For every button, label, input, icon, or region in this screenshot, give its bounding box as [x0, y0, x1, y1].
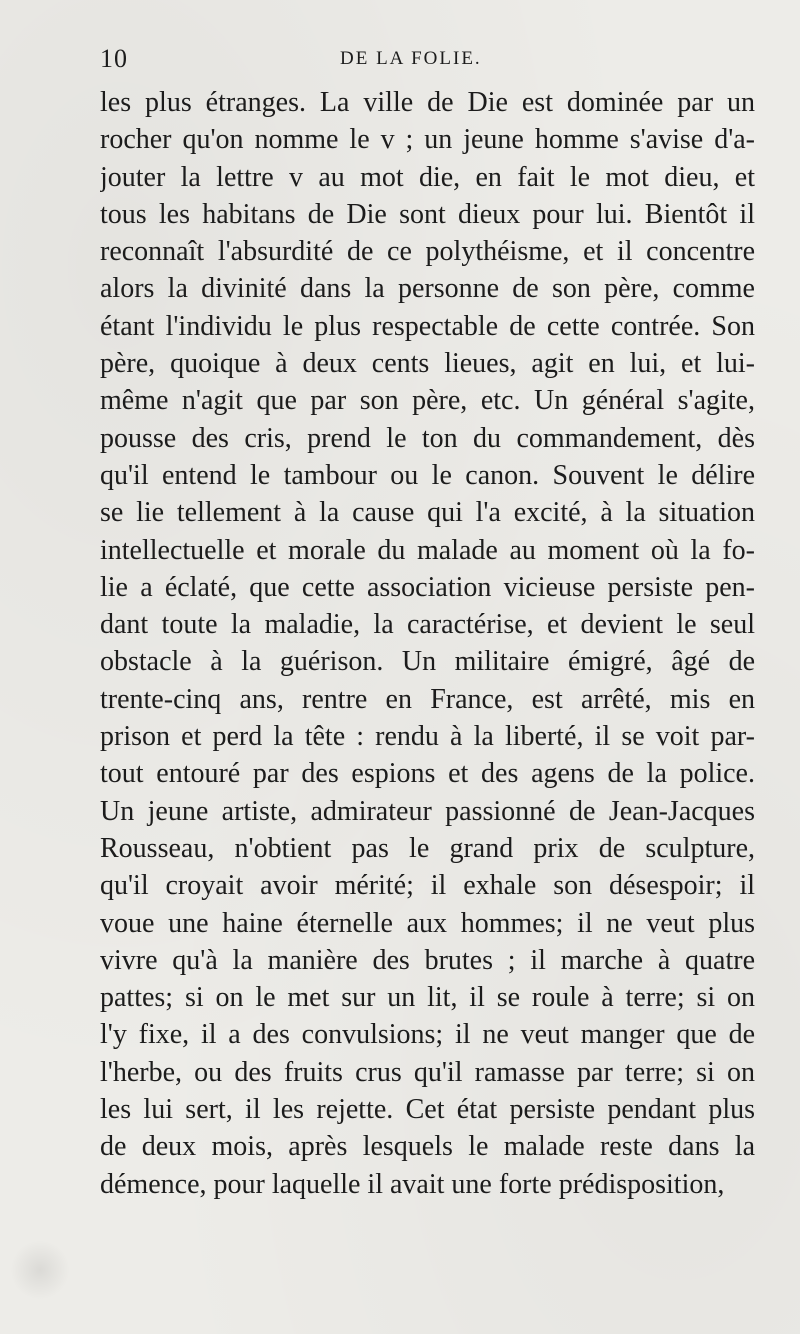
text-line: de deux mois, après lesquels le malade reste dans la [100, 1131, 755, 1163]
text-line: voue une haine éternelle aux hommes; il ne veut plus [100, 907, 755, 939]
text-line: tous les habitans de Die sont dieux pour lui. Bientôt il [100, 198, 755, 230]
text-line: jouter la lettre v au mot die, en fait le mot dieu, et [100, 161, 755, 193]
text-line: lie a éclaté, que cette association vicieuse persiste pen- [100, 571, 755, 603]
text-line: démence, pour laquelle il avait une forte prédisposition, [100, 1168, 725, 1200]
text-line: vivre qu'à la manière des brutes ; il marche à quatre [100, 944, 755, 976]
text-line: trente-cinq ans, rentre en France, est arrêté, mis en [100, 683, 755, 715]
page-header [100, 44, 755, 78]
text-line: dant toute la maladie, la caractérise, et devient le seul [100, 609, 755, 641]
paper-stain [10, 1240, 70, 1300]
text-line: obstacle à la guérison. Un militaire émigré, âgé de [100, 646, 755, 678]
text-line: pousse des cris, prend le ton du commandement, dès [100, 422, 755, 454]
text-line: étant l'individu le plus respectable de cette contrée. Son [100, 310, 755, 342]
text-line: les lui sert, il les rejette. Cet état persiste pendant plus [100, 1094, 755, 1126]
text-line: Un jeune artiste, admirateur passionné de Jean-Jacques [100, 795, 755, 827]
text-line: rocher qu'on nomme le v ; un jeune homme s'avise d'a- [100, 124, 755, 156]
text-line: l'y fixe, il a des convulsions; il ne veut manger que de [100, 1019, 755, 1051]
text-line: les plus étranges. La ville de Die est dominée par un [100, 87, 755, 118]
text-line: Rousseau, n'obtient pas le grand prix de sculpture, [100, 832, 755, 864]
text-line: pattes; si on le met sur un lit, il se roule à terre; si on [100, 982, 755, 1014]
text-line: père, quoique à deux cents lieues, agit en lui, et lui- [100, 348, 755, 380]
running-head: DE LA FOLIE. [340, 48, 482, 69]
text-line: qu'il entend le tambour ou le canon. Souvent le délire [100, 459, 755, 491]
body-text [100, 84, 755, 1203]
text-line: prison et perd la tête : rendu à la liberté, il se voit par- [100, 721, 755, 753]
text-line: l'herbe, ou des fruits crus qu'il ramasse par terre; si on [100, 1056, 755, 1088]
text-line: alors la divinité dans la personne de son père, comme [100, 273, 755, 305]
text-line: même n'agit que par son père, etc. Un général s'agite, [100, 385, 755, 417]
text-line: tout entouré par des espions et des agens de la police. [100, 758, 755, 790]
text-line: se lie tellement à la cause qui l'a excité, à la situation [100, 497, 755, 529]
text-line: qu'il croyait avoir mérité; il exhale son désespoir; il [100, 870, 755, 902]
page-number: 10 [100, 44, 128, 73]
text-line: intellectuelle et morale du malade au moment où la fo- [100, 534, 755, 566]
text-line: reconnaît l'absurdité de ce polythéisme, et il concentre [100, 236, 755, 268]
